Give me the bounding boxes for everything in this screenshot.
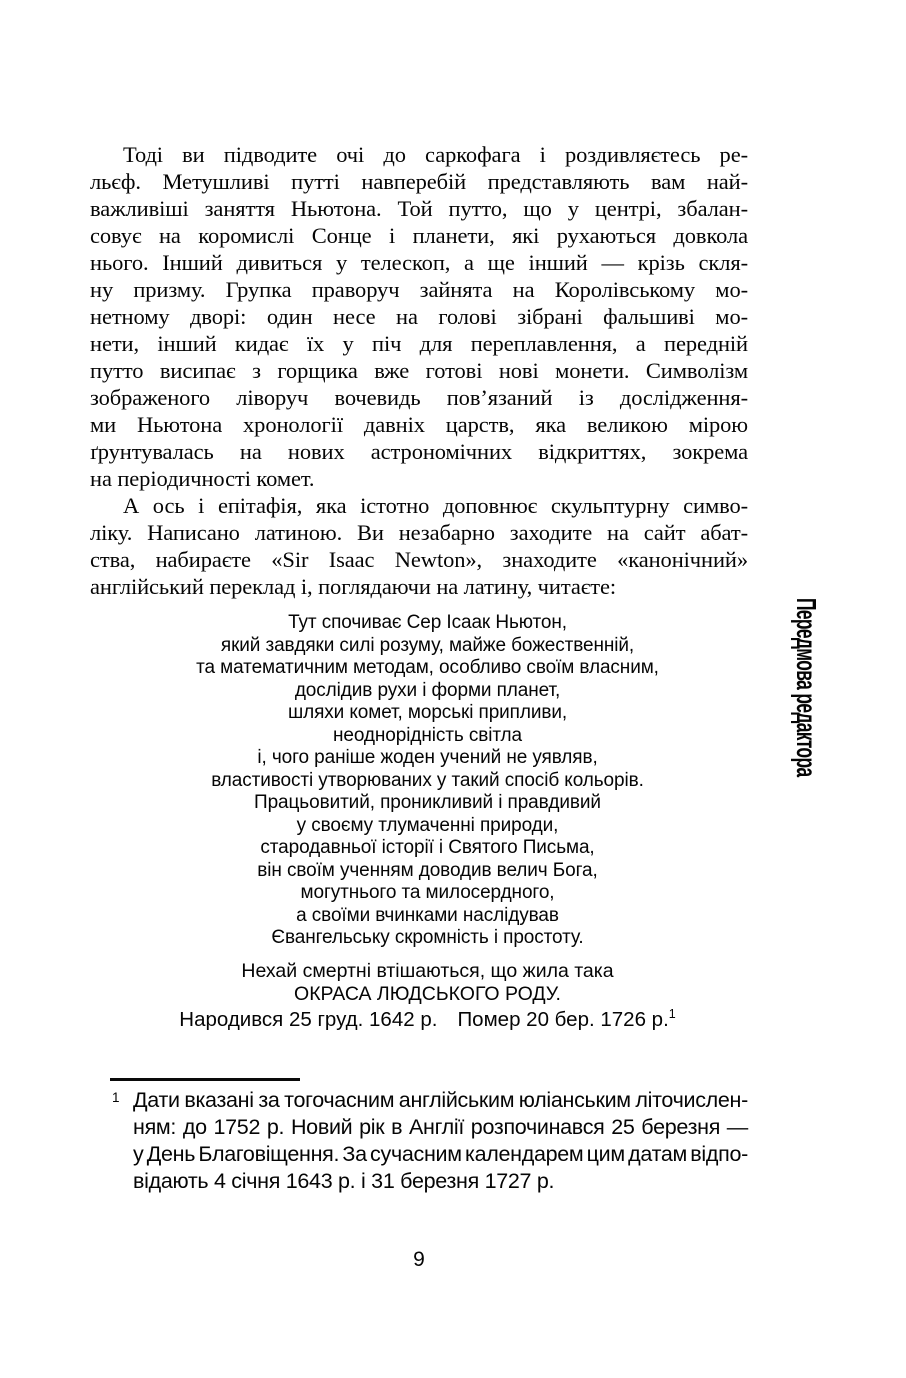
- footnote-divider: [110, 1078, 300, 1081]
- running-header-vertical: Передмова редактора: [791, 598, 822, 777]
- text-line: стародавньої історії і Святого Письма,: [260, 837, 595, 858]
- text-line: Євангельську скромність і простоту.: [271, 927, 584, 948]
- paragraph-sarcophagus: [90, 141, 748, 492]
- paragraph-epitaph-intro: [90, 492, 748, 600]
- text-line: путто висипає з горщика вже готові нові монети. Символізм: [90, 358, 748, 383]
- text-line: шляхи комет, морські припливи,: [287, 702, 568, 723]
- text-line: Нехай смертні втішаються, що жила така: [241, 960, 614, 982]
- epitaph-closing: [95, 960, 760, 1006]
- page-number: 9: [413, 1248, 425, 1271]
- death-date-text: Помер 20 бер. 1726 р.: [457, 1008, 669, 1031]
- text-line: ням: до 1752 р. Новий рік в Англії розпочинався 25 березня —: [133, 1115, 748, 1139]
- text-line: нетному дворі: один несе на голові зібрані фальшиві мо-: [90, 304, 748, 329]
- text-line: дослідив рухи і форми планет,: [294, 679, 561, 701]
- text-line: відають 4 січня 1643 р. і 31 березня 1727 р.: [133, 1169, 555, 1193]
- text-line: на періодичності комет.: [90, 466, 315, 491]
- body-text: [90, 141, 748, 600]
- text-line: Тут спочиває Сер Ісаак Ньютон,: [288, 612, 567, 633]
- text-line: ну призму. Групка праворуч зайнята на Королівському мо-: [90, 277, 748, 302]
- text-line: англійський переклад і, поглядаючи на латину, читаєте:: [90, 574, 617, 599]
- text-line: ліку. Написано латиною. Ви незабарно заходите на сайт абат-: [90, 520, 748, 545]
- footnote-reference: 1: [668, 1007, 676, 1022]
- text-line: і, чого раніше жоден учений не уявляв,: [257, 747, 598, 768]
- text-line: неоднорідність світла: [333, 724, 522, 746]
- text-line: у День Благовіщення. За сучасним календарем цим датам відпо-: [133, 1142, 748, 1166]
- text-line: ства, набираєте «Sir Isaac Newton», знаходите «канонічний»: [90, 547, 748, 572]
- text-line: зображеного ліворуч вочевидь пов’язаний із дослідження-: [90, 385, 748, 410]
- text-line: нього. Інший дивиться у телескоп, а ще інший — крізь скля-: [90, 250, 748, 275]
- birth-date-text: Народився 25 груд. 1642 р.: [179, 1008, 438, 1031]
- text-line: а своїми вчинками наслідував: [296, 904, 559, 926]
- text-line: який завдяки силі розуму, майже божественній,: [220, 634, 635, 656]
- text-line: ОКРАСА ЛЮДСЬКОГО РОДУ.: [294, 983, 561, 1005]
- footnote-marker: 1: [112, 1090, 120, 1105]
- epitaph-dates-line: [95, 1007, 760, 1033]
- text-line: ми Ньютона хронології давніх царств, яка великою мірою: [90, 412, 748, 437]
- text-line: та математичним методам, особливо своїм власним,: [196, 657, 659, 678]
- text-line: у своєму тлумаченні природи,: [296, 814, 559, 836]
- footnote-text: [133, 1087, 748, 1195]
- text-line: він своїм ученням доводив велич Бога,: [257, 859, 598, 881]
- text-line: Дати вказані за тогочасним англійським юліанським літочислен-: [133, 1088, 748, 1112]
- epitaph-poem: [95, 612, 760, 950]
- text-line: Тоді ви підводите очі до саркофага і роздивляєтесь ре-: [123, 142, 748, 167]
- text-line: ґрунтувалась на нових астрономічних відкриттях, зокрема: [90, 439, 748, 464]
- text-line: важливіші заняття Ньютона. Той путто, що у центрі, збалан-: [90, 196, 748, 221]
- text-line: могутнього та милосердного,: [300, 882, 555, 903]
- text-line: нети, інший кидає їх у піч для переплавлення, а передній: [90, 331, 748, 356]
- text-line: льєф. Метушливі путті навперебій представляють вам най-: [90, 169, 748, 194]
- text-line: совує на коромислі Сонце і планети, які рухаються довкола: [90, 223, 748, 248]
- text-line: Працьовитий, проникливий і правдивий: [254, 792, 601, 813]
- text-line: А ось і епітафія, яка істотно доповнює скульптурну симво-: [123, 493, 748, 518]
- text-line: властивості утворюваних у такий спосіб кольорів.: [211, 769, 644, 791]
